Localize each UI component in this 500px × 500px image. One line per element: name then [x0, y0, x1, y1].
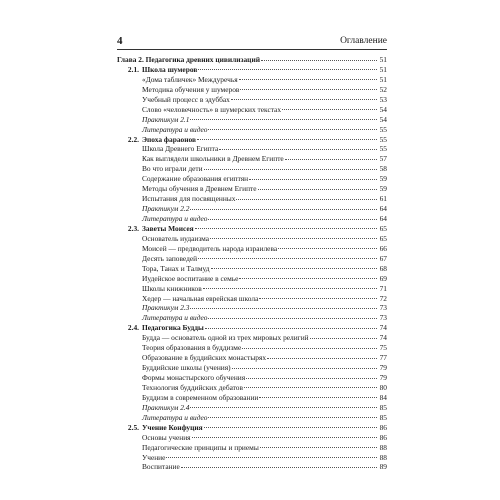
toc-entry-title: Иудейское воспитание в семье — [142, 273, 239, 283]
toc-entry-page: 58 — [379, 164, 387, 174]
toc-entry — [117, 244, 387, 254]
dot-leader — [260, 446, 377, 448]
toc-entry-page: 52 — [379, 84, 387, 94]
toc-entry — [117, 194, 387, 204]
toc-entry — [117, 75, 387, 85]
toc-entry-page: 69 — [379, 273, 387, 283]
dot-leader — [267, 357, 377, 359]
toc-entry-number: 2.4. — [127, 323, 139, 333]
toc-entry-title: Учебный процесс в эдуббах — [142, 94, 230, 104]
toc-entry-title: Буддизм в современном образовании — [142, 392, 259, 402]
toc-section-entry — [117, 65, 387, 75]
toc-entry-page: 51 — [379, 64, 387, 74]
toc-entry-title: Содержание образования египтян — [142, 174, 249, 184]
toc-entry — [117, 115, 387, 125]
toc-entry-title: Буддийские школы (учения) — [142, 363, 231, 373]
toc-entry-page: 64 — [379, 204, 387, 214]
toc-entry-title: Заветы Моисея — [142, 223, 194, 233]
dot-leader — [190, 118, 377, 120]
dot-leader — [310, 337, 377, 339]
toc-entry-page: 79 — [379, 373, 387, 382]
dot-leader — [210, 237, 377, 239]
dot-leader — [208, 128, 377, 130]
toc-entry — [117, 433, 387, 443]
toc-entry-title: Учение Конфуция — [142, 422, 203, 432]
dot-leader — [231, 98, 377, 100]
toc-entry — [117, 144, 387, 154]
toc-entry-title: Методика обучения у шумеров — [142, 84, 240, 94]
toc-entry — [117, 204, 387, 214]
dot-leader — [239, 78, 377, 80]
toc-entry — [117, 174, 387, 184]
toc-entry-page: 67 — [379, 253, 387, 263]
toc-entry-title: Как выглядели школьники в Древнем Египте — [142, 154, 284, 164]
toc-entry-page: 86 — [379, 432, 387, 442]
toc-entry — [117, 313, 387, 323]
toc-entry — [117, 403, 387, 413]
toc-entry — [117, 274, 387, 284]
toc-entry-page: 66 — [379, 243, 387, 253]
toc-entry-title: Практикум 2.2 — [142, 204, 190, 214]
dot-leader — [195, 227, 377, 229]
toc-entry — [117, 333, 387, 343]
toc-entry-page: 51 — [379, 74, 387, 84]
toc-entry-title: Эпоха фараонов — [142, 134, 196, 144]
dot-leader — [208, 416, 377, 418]
dot-leader — [203, 287, 377, 289]
toc-entry — [117, 373, 387, 383]
toc-entry-title: Во что играли дети — [142, 164, 203, 174]
toc-entry-number: 2.1. — [127, 64, 139, 74]
toc-entry-title: Практикум 2.3 — [142, 303, 190, 313]
table-of-contents — [117, 55, 387, 472]
toc-entry-page: 65 — [379, 223, 387, 233]
toc-entry-title: Основы учения — [142, 432, 191, 442]
dot-leader — [236, 198, 377, 200]
toc-entry-page: 59 — [379, 174, 387, 184]
toc-entry-page: 65 — [379, 233, 387, 243]
toc-entry — [117, 294, 387, 304]
toc-entry — [117, 303, 387, 313]
toc-entry-title: Литература и видео — [142, 124, 208, 134]
dot-leader — [190, 208, 377, 210]
toc-entry — [117, 254, 387, 264]
toc-entry-title: Литература и видео — [142, 412, 208, 422]
toc-entry-page: 73 — [379, 313, 387, 323]
dot-leader — [258, 188, 377, 190]
dot-leader — [190, 307, 377, 309]
dot-leader — [240, 88, 377, 90]
toc-entry-page: 53 — [379, 94, 387, 104]
toc-entry-number: 2.5. — [127, 422, 139, 432]
dot-leader — [192, 436, 377, 438]
dot-leader — [181, 466, 377, 468]
toc-entry-page: 88 — [379, 452, 387, 462]
toc-section-entry — [117, 135, 387, 145]
toc-section-entry — [117, 423, 387, 433]
toc-entry-page: 54 — [379, 114, 387, 124]
toc-entry — [117, 264, 387, 274]
toc-entry-page: 51 — [379, 55, 387, 64]
toc-entry-page: 89 — [379, 462, 387, 472]
toc-entry-title: Педагогические принципы и приемы — [142, 442, 259, 452]
toc-entry-page: 71 — [379, 283, 387, 293]
toc-entry-page: 64 — [379, 214, 387, 223]
toc-entry — [117, 164, 387, 174]
toc-entry-title: Образование в буддийских монастырях — [142, 353, 267, 363]
toc-chapter-entry — [117, 55, 387, 65]
toc-entry — [117, 353, 387, 363]
toc-entry — [117, 453, 387, 463]
toc-entry-title: Глава 2. Педагогика древних цивилизаций — [117, 55, 260, 64]
toc-entry-title: Моисей — предводитель народа израилева — [142, 243, 278, 253]
toc-entry-title: Педагогика Будды — [142, 323, 204, 333]
toc-entry — [117, 383, 387, 393]
toc-entry-title: Литература и видео — [142, 214, 208, 223]
toc-entry-page: 79 — [379, 363, 387, 373]
toc-entry-title: Практикум 2.4 — [142, 402, 190, 412]
toc-entry-title: Слово «человечность» в шумерских текстах — [142, 104, 282, 114]
toc-entry-title: Тора, Танах и Талмуд — [142, 263, 210, 273]
toc-entry-page: 86 — [379, 422, 387, 432]
dot-leader — [261, 59, 377, 61]
toc-section-entry — [117, 224, 387, 234]
toc-entry-page: 57 — [379, 154, 387, 164]
toc-entry-page: 84 — [379, 392, 387, 402]
dot-leader — [282, 108, 377, 110]
toc-entry-title: Воспитание — [142, 462, 180, 472]
toc-entry-number: 2.3. — [127, 223, 139, 233]
dot-leader — [259, 297, 377, 299]
dot-leader — [244, 386, 377, 388]
toc-entry-title: Учение — [142, 452, 166, 462]
dot-leader — [259, 396, 377, 398]
toc-entry-page: 72 — [379, 293, 387, 303]
dot-leader — [198, 257, 377, 259]
toc-entry — [117, 393, 387, 403]
dot-leader — [198, 68, 377, 70]
toc-entry-title: Будда — основатель одной из трех мировых религий — [142, 333, 309, 343]
toc-entry — [117, 154, 387, 164]
toc-entry-title: Технология буддийских дебатов — [142, 382, 243, 392]
dot-leader — [246, 377, 377, 379]
toc-entry-page: 61 — [379, 194, 387, 204]
dot-leader — [249, 178, 377, 180]
toc-entry-title: Методы обучения в Древнем Египте — [142, 184, 257, 194]
toc-entry-title: Испытания для посвященных — [142, 194, 236, 204]
toc-entry-page: 74 — [379, 323, 387, 333]
toc-entry — [117, 125, 387, 135]
dot-leader — [208, 317, 377, 319]
page-header — [117, 35, 387, 49]
dot-leader — [285, 158, 377, 160]
toc-entry-title: Формы монастырского обучения — [142, 373, 246, 382]
dot-leader — [232, 367, 377, 369]
dot-leader — [208, 218, 377, 220]
toc-entry-title: Основатель иудаизма — [142, 233, 210, 243]
header-rule — [117, 49, 387, 50]
dot-leader — [219, 148, 377, 150]
toc-entry-title: Десять заповедей — [142, 253, 198, 263]
page-number: 4 — [117, 35, 123, 47]
toc-entry-page: 85 — [379, 412, 387, 422]
toc-entry — [117, 234, 387, 244]
dot-leader — [278, 247, 377, 249]
toc-entry — [117, 443, 387, 453]
toc-entry — [117, 462, 387, 472]
toc-entry-title: Школы книжников — [142, 283, 202, 293]
running-title: Оглавление — [340, 36, 387, 46]
dot-leader — [239, 277, 377, 279]
toc-entry-page: 73 — [379, 303, 387, 313]
toc-entry-title: «Дома табличек» Междуречья — [142, 74, 238, 84]
toc-entry-number: 2.2. — [127, 134, 139, 144]
toc-entry — [117, 85, 387, 95]
toc-entry-page: 77 — [379, 353, 387, 363]
toc-entry-page: 80 — [379, 382, 387, 392]
dot-leader — [190, 406, 377, 408]
toc-entry-page: 55 — [379, 144, 387, 154]
dot-leader — [205, 327, 377, 329]
toc-entry — [117, 214, 387, 224]
toc-entry — [117, 105, 387, 115]
dot-leader — [197, 138, 377, 140]
toc-entry-title: Практикум 2.1 — [142, 114, 190, 124]
toc-entry-page: 55 — [379, 124, 387, 134]
toc-section-entry — [117, 323, 387, 333]
dot-leader — [166, 456, 377, 458]
dot-leader — [204, 168, 377, 170]
toc-entry-title: Школа Древнего Египта — [142, 144, 219, 154]
toc-entry-page: 74 — [379, 333, 387, 343]
toc-entry — [117, 95, 387, 105]
toc-entry-page: 88 — [379, 442, 387, 452]
toc-entry-page: 85 — [379, 402, 387, 412]
toc-entry — [117, 284, 387, 294]
toc-entry-title: Литература и видео — [142, 313, 208, 323]
toc-entry-page: 75 — [379, 343, 387, 353]
dot-leader — [204, 426, 377, 428]
toc-entry-title: Школа шумеров — [142, 64, 198, 74]
dot-leader — [211, 267, 377, 269]
toc-entry — [117, 363, 387, 373]
toc-entry-title: Теория образования в буддизме — [142, 343, 242, 353]
toc-entry-page: 59 — [379, 184, 387, 194]
toc-entry-title: Хедер — начальная еврейская школа — [142, 293, 259, 303]
toc-entry — [117, 184, 387, 194]
dot-leader — [242, 347, 377, 349]
toc-entry-page: 55 — [379, 134, 387, 144]
toc-entry-page: 68 — [379, 263, 387, 273]
toc-entry-page: 54 — [379, 104, 387, 114]
toc-entry — [117, 343, 387, 353]
toc-entry — [117, 413, 387, 423]
